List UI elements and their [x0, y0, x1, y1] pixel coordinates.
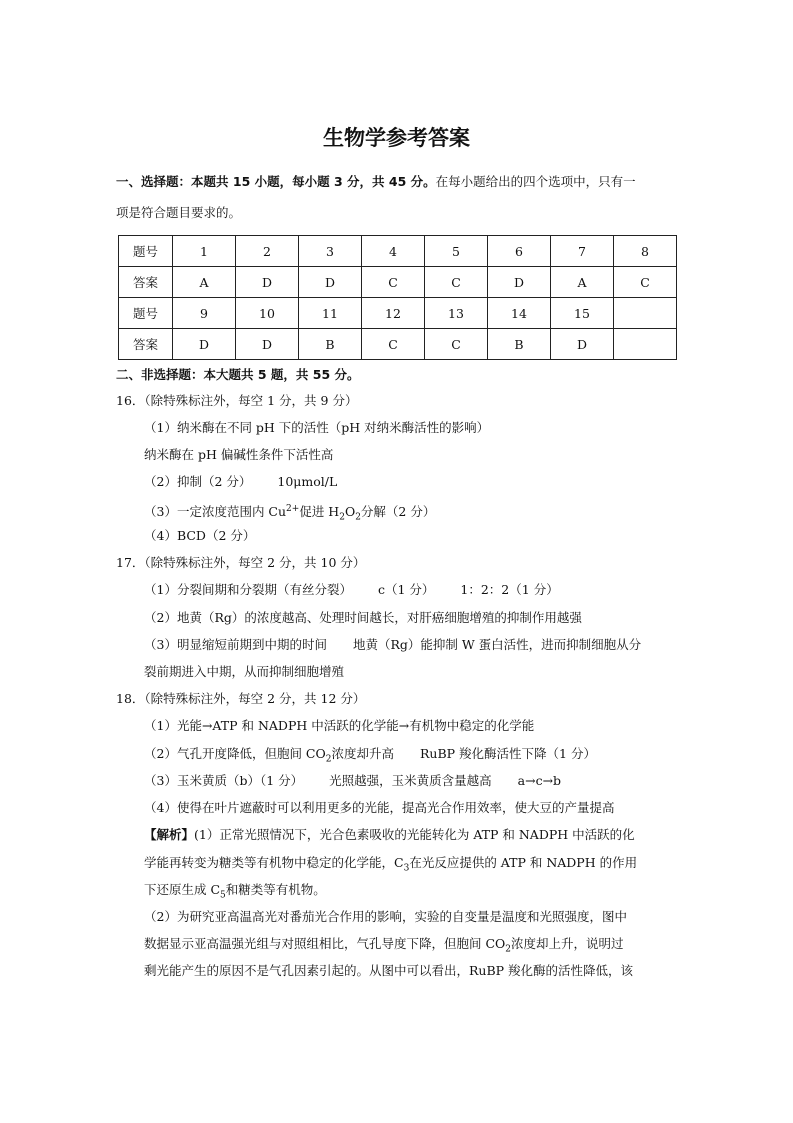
q18-explanation-6: 剩光能产生的原因不是气孔因素引起的。从图中可以看出，RuBP 羧化酶的活性降低，该 [144, 963, 634, 978]
q17-answer-1c: 1：2：2（1 分） [460, 582, 559, 597]
q18-answer-3 [144, 773, 561, 789]
table-cell: D [236, 267, 299, 298]
section1-desc-rest: 在每小题给出的四个选项中，只有一 [435, 174, 636, 189]
q16-answer-1b: 纳米酶在 pH 偏碱性条件下活性高 [144, 447, 334, 462]
q16-answer-3-text: O [344, 504, 356, 520]
q16-answer-3-text: 促进 H [299, 504, 340, 520]
row-label: 题号 [119, 298, 173, 329]
table-cell: 5 [425, 236, 488, 267]
section1-intro [116, 174, 636, 190]
explanation-label: 【解析】 [144, 827, 195, 842]
explanation-text: 在光反应提供的 ATP 和 NADPH 的作用 [409, 855, 638, 870]
q18-answer-2a: 浓度却升高 [331, 746, 394, 761]
q18-answer-2a: （2）气孔开度降低，但胞间 CO [144, 746, 326, 761]
table-cell: 8 [614, 236, 677, 267]
table-cell: D [299, 267, 362, 298]
table-cell: 14 [488, 298, 551, 329]
table-cell: 3 [299, 236, 362, 267]
table-cell: D [551, 329, 614, 360]
q16-answer-3-text: （3）一定浓度范围内 Cu [144, 504, 287, 520]
table-cell: B [299, 329, 362, 360]
q18-explanation-5 [144, 936, 624, 958]
table-cell: D [173, 329, 236, 360]
section2-desc: 本大题共 5 题，共 55 分。 [203, 367, 360, 382]
q18-answer-3b: 光照越强，玉米黄质含量越高 [329, 773, 492, 788]
q16-answer-3-text: 分解（2 分） [360, 504, 436, 520]
subscript: 2 [325, 754, 332, 765]
table-row [119, 298, 677, 329]
q16-answer-2 [144, 474, 337, 490]
q17-answer-1b: c（1 分） [377, 582, 435, 597]
row-label: 答案 [119, 329, 173, 360]
subscript: 2 [355, 512, 361, 523]
table-cell: 13 [425, 298, 488, 329]
table-cell: 4 [362, 236, 425, 267]
subscript: 2 [505, 944, 512, 955]
table-cell: 2 [236, 236, 299, 267]
explanation-text: 数据显示亚高温强光组与对照组相比，气孔导度下降，但胞间 CO [144, 936, 506, 951]
table-cell: 15 [551, 298, 614, 329]
q18-answer-1: （1）光能→ATP 和 NADPH 中活跃的化学能→有机物中稳定的化学能 [144, 718, 535, 733]
q17-answer-3b: 地黄（Rg）能抑制 W 蛋白活性，进而抑制细胞从分 [352, 637, 642, 652]
table-row [119, 329, 677, 360]
q17-answer-3 [144, 637, 641, 653]
q16-answer-2a: （2）抑制（2 分） [144, 474, 252, 489]
explanation-text: 和糖类等有机物。 [225, 882, 326, 897]
q16-heading: 16．（除特殊标注外，每空 1 分，共 9 分） [116, 393, 358, 408]
table-cell: 6 [488, 236, 551, 267]
q18-explanation-3 [144, 882, 326, 904]
subscript: 3 [403, 863, 410, 874]
table-cell: A [551, 267, 614, 298]
q17-answer-1a: （1）分裂间期和分裂期（有丝分裂） [144, 582, 352, 597]
q17-heading: 17．（除特殊标注外，每空 2 分，共 10 分） [116, 555, 366, 570]
q18-explanation-2 [144, 855, 637, 877]
table-cell: 12 [362, 298, 425, 329]
table-cell: C [614, 267, 677, 298]
q18-answer-3a: （3）玉米黄质（b）（1 分） [144, 773, 304, 788]
q18-answer-2 [144, 746, 596, 768]
subscript: 5 [220, 890, 226, 901]
table-cell: 9 [173, 298, 236, 329]
table-cell: 10 [236, 298, 299, 329]
page-title: 生物学参考答案 [323, 126, 470, 150]
answer-table [118, 235, 677, 360]
table-cell: A [173, 267, 236, 298]
section1-heading: 一、选择题： [116, 174, 192, 189]
table-cell: D [236, 329, 299, 360]
table-row [119, 267, 677, 298]
table-cell: C [362, 329, 425, 360]
q18-heading: 18．（除特殊标注外，每空 2 分，共 12 分） [116, 691, 366, 706]
superscript: 2+ [286, 504, 300, 514]
table-cell [614, 298, 677, 329]
q16-answer-2b: 10μmol/L [277, 474, 338, 489]
subscript: 2 [339, 512, 345, 523]
table-cell: C [362, 267, 425, 298]
table-cell: 1 [173, 236, 236, 267]
table-cell: 7 [551, 236, 614, 267]
table-cell: 11 [299, 298, 362, 329]
table-cell: C [425, 329, 488, 360]
explanation-text: 下还原生成 C [144, 882, 221, 897]
row-label: 题号 [119, 236, 173, 267]
table-cell [614, 329, 677, 360]
q17-answer-1 [144, 582, 559, 598]
q17-answer-3c: 裂前期进入中期，从而抑制细胞增殖 [144, 664, 345, 679]
q16-answer-3 [144, 501, 435, 526]
section2-heading: 二、非选择题： [116, 367, 204, 382]
table-cell: C [425, 267, 488, 298]
table-cell: B [488, 329, 551, 360]
explanation-text: 浓度却上升，说明过 [511, 936, 624, 951]
table-cell: D [488, 267, 551, 298]
section1-intro-line2: 项是符合题目要求的。 [116, 205, 242, 220]
section2-intro [116, 367, 360, 383]
explanation-text: 学能再转变为糖类等有机物中稳定的化学能，C [144, 855, 404, 870]
section1-desc-bold: 本题共 15 小题，每小题 3 分，共 45 分。 [191, 174, 436, 189]
q18-answer-4: （4）使得在叶片遮蔽时可以利用更多的光能，提高光合作用效率，使大豆的产量提高 [144, 800, 615, 815]
q17-answer-2: （2）地黄（Rg）的浓度越高、处理时间越长，对肝癌细胞增殖的抑制作用越强 [144, 610, 582, 625]
table-row [119, 236, 677, 267]
row-label: 答案 [119, 267, 173, 298]
q18-answer-2b: RuBP 羧化酶活性下降（1 分） [420, 746, 596, 761]
q17-answer-3a: （3）明显缩短前期到中期的时间 [144, 637, 327, 652]
q16-answer-1: （1）纳米酶在不同 pH 下的活性（pH 对纳米酶活性的影响） [144, 420, 490, 435]
q18-answer-3c: a→c→b [517, 773, 562, 788]
q18-explanation-4: （2）为研究亚高温高光对番茄光合作用的影响，实验的自变量是温度和光照强度，图中 [144, 909, 627, 924]
q16-answer-4: （4）BCD（2 分） [144, 528, 256, 543]
explanation-text: (1）正常光照情况下，光合色素吸收的光能转化为 ATP 和 NADPH 中活跃的化 [194, 827, 635, 842]
q18-explanation-1 [144, 827, 635, 843]
